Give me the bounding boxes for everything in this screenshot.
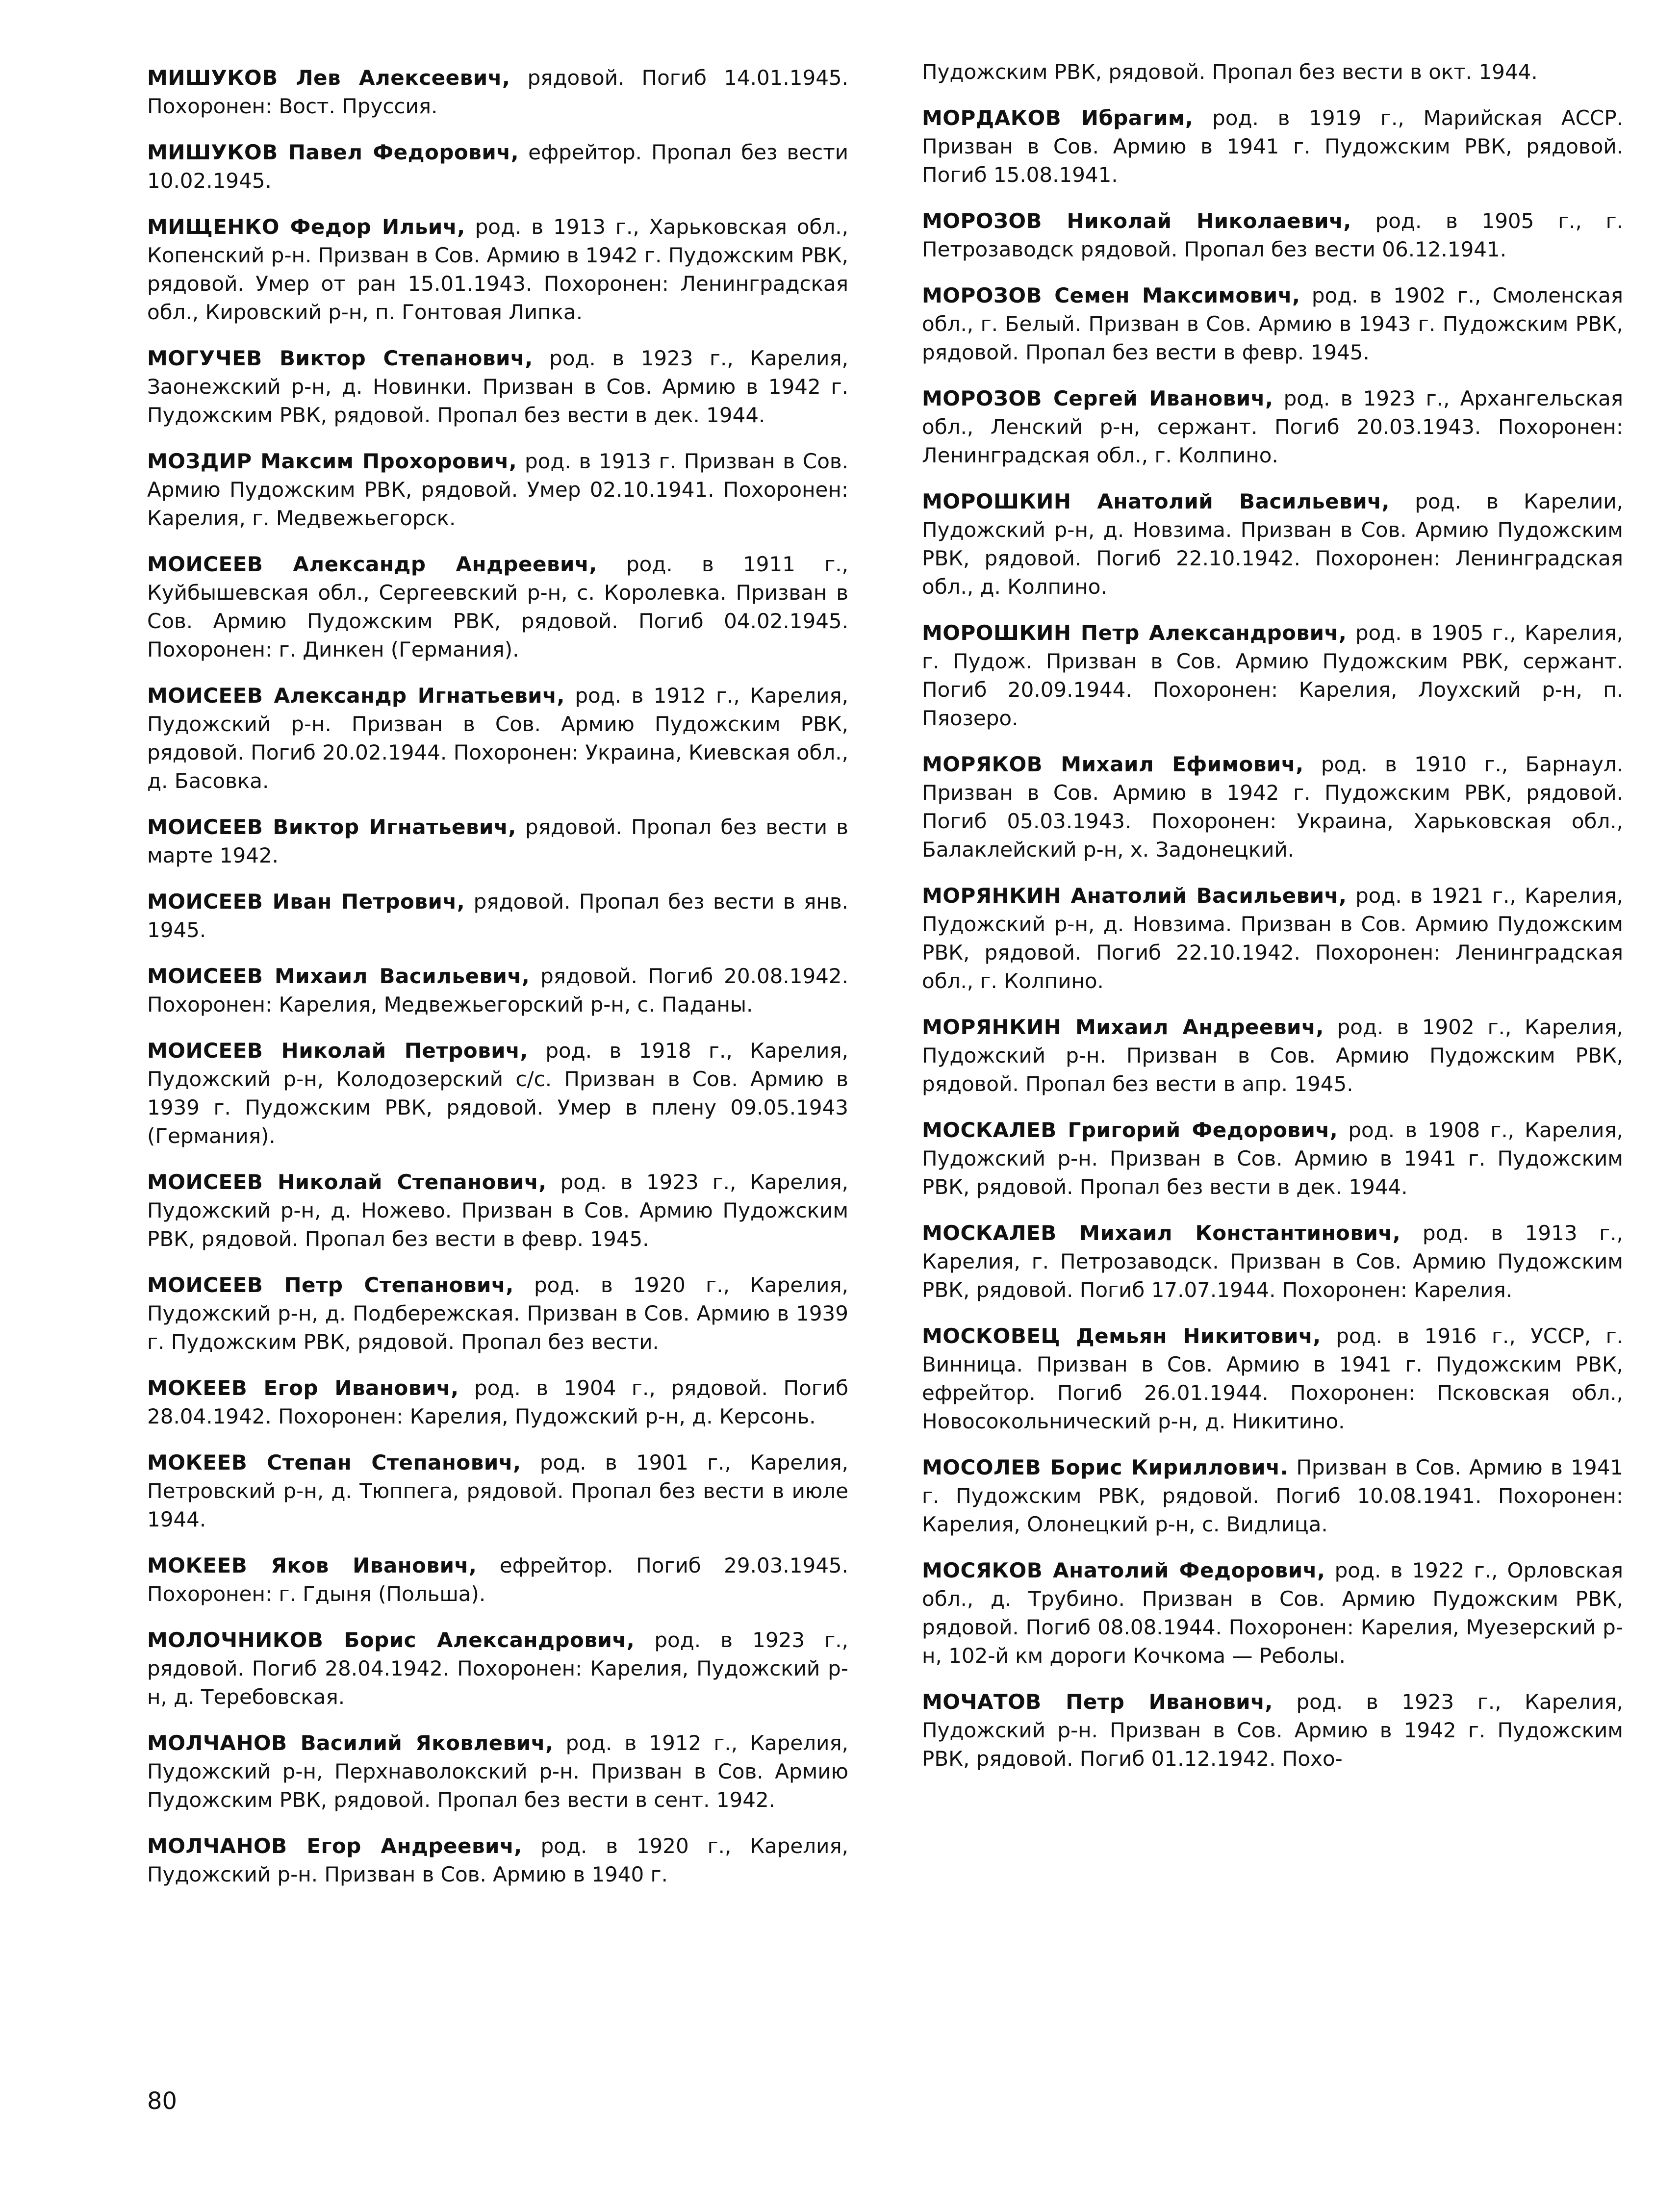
list-item bbox=[147, 1374, 848, 1431]
list-item bbox=[147, 1626, 848, 1711]
list-item bbox=[922, 487, 1623, 601]
person-details: род. в 1902 г., Карелия, Пудожский р-н. Призван в Сов. Армию Пудожским РВК, рядовой. Пропал без вести в апр. 1945. bbox=[922, 1015, 1623, 1096]
person-name: МИШУКОВ Павел Федорович, bbox=[147, 140, 519, 164]
list-item bbox=[922, 1322, 1623, 1436]
person-name: МОРЯНКИН Анатолий Васильевич, bbox=[922, 884, 1347, 908]
list-item bbox=[147, 1037, 848, 1150]
person-details: род. в 1923 г., Карелия, Пудожский р-н, д. Ножево. Призван в Сов. Армию Пудожским РВК, рядовой. Пропал без вести в февр. 1945. bbox=[147, 1170, 849, 1251]
person-details: Призван в Сов. Армию в 1941 г. Пудожским РВК, рядовой. Погиб 10.08.1941. Похоронен: Карелия, Олонецкий р-н, с. Видлица. bbox=[922, 1455, 1624, 1536]
person-name: МОРОЗОВ Семен Максимович, bbox=[922, 283, 1300, 307]
person-name: МОСКОВЕЦ Демьян Никитович, bbox=[922, 1324, 1321, 1348]
person-details: род. в 1910 г., Барнаул. Призван в Сов. Армию в 1942 г. Пудожским РВК, рядовой. Погиб 05.03.1943. Похоронен: Украина, Харьковская обл., Балаклейский р-н, х. Задонецкий. bbox=[922, 752, 1623, 862]
list-item bbox=[147, 1729, 848, 1814]
person-name: МОКЕЕВ Егор Иванович, bbox=[147, 1376, 459, 1400]
list-item bbox=[922, 882, 1623, 995]
person-details: род. в 1905 г., г. Петрозаводск рядовой. Пропал без вести 06.12.1941. bbox=[922, 209, 1623, 261]
person-details: Пудожским РВК, рядовой. Пропал без вести в окт. 1944. bbox=[922, 60, 1538, 84]
person-details: рядовой. Погиб 20.08.1942. Похоронен: Карелия, Медвежьегорский р-н, с. Паданы. bbox=[147, 964, 848, 1017]
person-details: род. в 1923 г., Карелия, Пудожский р-н. Призван в Сов. Армию в 1942 г. Пудожским РВК, рядовой. Погиб 01.12.1942. Похо- bbox=[922, 1690, 1623, 1771]
person-name: МОИСЕЕВ Николай Петрович, bbox=[147, 1039, 528, 1063]
list-item bbox=[147, 682, 848, 795]
list-item bbox=[922, 1013, 1623, 1098]
list-item bbox=[147, 550, 848, 664]
person-details: ефрейтор. Погиб 29.03.1945. Похоронен: г. Гдыня (Польша). bbox=[147, 1553, 848, 1606]
person-name: МОСКАЛЕВ Михаил Константинович, bbox=[922, 1221, 1401, 1245]
person-details: род. в 1923 г., рядовой. Погиб 28.04.1942. Похоронен: Карелия, Пудожский р-н, д. Теребовская. bbox=[147, 1628, 848, 1709]
person-details: род. в 1912 г., Карелия, Пудожский р-н, Перхнаволокский р-н. Призван в Сов. Армию Пудожским РВК, рядовой. Пропал без вести в сент. 1942. bbox=[147, 1731, 849, 1812]
list-item bbox=[922, 1556, 1623, 1670]
list-item bbox=[147, 962, 848, 1019]
page-number: 80 bbox=[147, 2087, 178, 2115]
list-item bbox=[922, 384, 1623, 470]
person-details: род. в 1919 г., Марийская АССР. Призван в Сов. Армию в 1941 г. Пудожским РВК, рядовой. Погиб 15.08.1941. bbox=[922, 106, 1623, 187]
list-item bbox=[922, 750, 1623, 864]
person-details: род. в 1918 г., Карелия, Пудожский р-н, Колодозерский с/с. Призван в Сов. Армию в 1939 г. Пудожским РВК, рядовой. Умер в плену 09.05.1943 (Германия). bbox=[147, 1039, 848, 1148]
person-details: род. в 1908 г., Карелия, Пудожский р-н. Призван в Сов. Армию в 1941 г. Пудожским РВК, рядовой. Пропал без вести в дек. 1944. bbox=[922, 1118, 1623, 1199]
person-name: МОСКАЛЕВ Григорий Федорович, bbox=[922, 1118, 1338, 1142]
person-name: МОРОШКИН Петр Александрович, bbox=[922, 621, 1347, 645]
person-details: род. в 1913 г., Карелия, г. Петрозаводск. Призван в Сов. Армию Пудожским РВК, рядовой. Погиб 17.07.1944. Похоронен: Карелия. bbox=[922, 1221, 1623, 1302]
person-name: МОИСЕЕВ Петр Степанович, bbox=[147, 1273, 514, 1297]
person-details: рядовой. Погиб 14.01.1945. Похоронен: Вост. Пруссия. bbox=[147, 66, 848, 118]
list-item bbox=[922, 619, 1623, 733]
list-item bbox=[147, 1271, 848, 1356]
list-item bbox=[147, 138, 848, 195]
right-column bbox=[922, 58, 1623, 1791]
person-name: МОРОЗОВ Николай Николаевич, bbox=[922, 209, 1351, 233]
person-name: МОРЯКОВ Михаил Ефимович, bbox=[922, 752, 1304, 776]
list-item bbox=[922, 207, 1623, 264]
left-column bbox=[147, 64, 848, 1907]
person-details: род. в 1916 г., УССР, г. Винница. Призван в Сов. Армию в 1941 г. Пудожским РВК, ефрейтор. Погиб 26.01.1944. Похоронен: Псковская обл., Новосокольнический р-н, д. Никитино. bbox=[922, 1324, 1623, 1433]
list-item bbox=[147, 1551, 848, 1608]
person-name: МОИСЕЕВ Иван Петрович, bbox=[147, 890, 465, 914]
list-item bbox=[147, 1449, 848, 1534]
person-name: МОЛОЧНИКОВ Борис Александрович, bbox=[147, 1628, 635, 1652]
person-name: МОИСЕЕВ Александр Игнатьевич, bbox=[147, 684, 565, 708]
person-name: МОРОШКИН Анатолий Васильевич, bbox=[922, 489, 1390, 513]
person-name: МИШУКОВ Лев Алексеевич, bbox=[147, 66, 510, 90]
person-name: МОИСЕЕВ Михаил Васильевич, bbox=[147, 964, 530, 988]
person-details: род. в 1920 г., Карелия, Пудожский р-н. Призван в Сов. Армию в 1940 г. bbox=[147, 1834, 848, 1886]
list-item bbox=[147, 813, 848, 870]
person-name: МОЧАТОВ Петр Иванович, bbox=[922, 1690, 1273, 1714]
person-name: МОРОЗОВ Сергей Иванович, bbox=[922, 386, 1273, 410]
person-details: род. в 1920 г., Карелия, Пудожский р-н, д. Подберeжская. Призван в Сов. Армию в 1939 г. Пудожским РВК, рядовой. Пропал без вести. bbox=[147, 1273, 849, 1354]
list-item bbox=[147, 447, 848, 533]
person-name: МОЛЧАНОВ Егор Андреевич, bbox=[147, 1834, 522, 1858]
person-name: МОИСЕЕВ Николай Степанович, bbox=[147, 1170, 547, 1194]
list-item bbox=[147, 64, 848, 121]
list-item bbox=[147, 1168, 848, 1253]
person-details: род. в 1923 г., Архангельская обл., Ленский р-н, сержант. Погиб 20.03.1943. Похоронен: Ленинградская обл., г. Колпино. bbox=[922, 386, 1623, 467]
person-name: МОКЕЕВ Степан Степанович, bbox=[147, 1450, 521, 1475]
person-details: род. в 1901 г., Карелия, Петровский р-н, д. Тюппега, рядовой. Пропал без вести в июле 1944. bbox=[147, 1450, 848, 1531]
person-details: род. в 1902 г., Смоленская обл., г. Белый. Призван в Сов. Армию в 1943 г. Пудожским РВК, рядовой. Пропал без вести в февр. 1945. bbox=[922, 283, 1623, 364]
person-details: род. в 1921 г., Карелия, Пудожский р-н, д. Новзима. Призван в Сов. Армию Пудожским РВК, рядовой. Погиб 22.10.1942. Похоронен: Ленинградская обл., г. Колпино. bbox=[922, 884, 1624, 993]
person-name: МОИСЕЕВ Виктор Игнатьевич, bbox=[147, 815, 516, 839]
list-item bbox=[922, 1453, 1623, 1539]
person-details: рядовой. Пропал без вести в янв. 1945. bbox=[147, 890, 848, 942]
person-name: МОРЯНКИН Михаил Андреевич, bbox=[922, 1015, 1324, 1039]
list-item bbox=[147, 213, 848, 327]
person-details: род. в Карелии, Пудожский р-н, д. Новзима. Призван в Сов. Армию Пудожским РВК, рядовой. Погиб 22.10.1942. Похоронен: Ленинградская обл., д. Колпино. bbox=[922, 489, 1623, 599]
list-item bbox=[922, 1219, 1623, 1304]
person-details: ефрейтор. Пропал без вести 10.02.1945. bbox=[147, 140, 848, 193]
list-item bbox=[147, 1832, 848, 1889]
list-item bbox=[147, 344, 848, 430]
list-item bbox=[922, 1116, 1623, 1201]
person-details: рядовой. Пропал без вести в марте 1942. bbox=[147, 815, 848, 867]
person-name: МОЗДИР Максим Прохорович, bbox=[147, 449, 517, 473]
person-details: род. в 1913 г. Призван в Сов. Армию Пудожским РВК, рядовой. Умер 02.10.1941. Похоронен: Карелия, г. Медвежьегорск. bbox=[147, 449, 848, 530]
list-item bbox=[147, 888, 848, 944]
person-name: МОЛЧАНОВ Василий Яковлевич, bbox=[147, 1731, 554, 1755]
person-details: род. в 1922 г., Орловская обл., д. Трубино. Призван в Сов. Армию Пудожским РВК, рядовой. Погиб 08.08.1944. Похоронен: Карелия, Муезерский р-н, 102-й км дороги Кочкома — Реболы. bbox=[922, 1558, 1623, 1668]
list-item bbox=[922, 1688, 1623, 1773]
person-name: МОСОЛЕВ Борис Кириллович. bbox=[922, 1455, 1288, 1479]
person-details: род. в 1923 г., Карелия, Заонежский р-н, д. Новинки. Призван в Сов. Армию в 1942 г. Пудожским РВК, рядовой. Пропал без вести в дек. 1944. bbox=[147, 346, 849, 427]
person-name: МОГУЧЕВ Виктор Степанович, bbox=[147, 346, 533, 370]
person-name: МОКЕЕВ Яков Иванович, bbox=[147, 1553, 477, 1577]
list-item bbox=[922, 104, 1623, 189]
person-details: род. в 1911 г., Куйбышевская обл., Сергеевский р-н, с. Королевка. Призван в Сов. Армию Пудожским РВК, рядовой. Погиб 04.02.1945. Похоронен: г. Динкен (Германия). bbox=[147, 552, 848, 661]
list-item bbox=[922, 58, 1623, 86]
person-details: род. в 1905 г., Карелия, г. Пудож. Призван в Сов. Армию Пудожским РВК, сержант. Погиб 20.09.1944. Похоронен: Карелия, Лоухский р-н, п. Пяозеро. bbox=[922, 621, 1624, 730]
person-details: род. в 1913 г., Харьковская обл., Копенский р-н. Призван в Сов. Армию в 1942 г. Пудожским РВК, рядовой. Умер от ран 15.01.1943. Похоронен: Ленинградская обл., Кировский р-н, п. Гонтовая Липка. bbox=[147, 215, 848, 324]
list-item bbox=[922, 281, 1623, 367]
person-name: МОИСЕЕВ Александр Андреевич, bbox=[147, 552, 597, 576]
person-details: род. в 1912 г., Карелия, Пудожский р-н. Призван в Сов. Армию Пудожским РВК, рядовой. Погиб 20.02.1944. Похоронен: Украина, Киевская обл., д. Басовка. bbox=[147, 684, 849, 793]
person-name: МИЩЕНКО Федор Ильич, bbox=[147, 215, 465, 239]
person-name: МОСЯКОВ Анатолий Федорович, bbox=[922, 1558, 1325, 1582]
person-details: род. в 1904 г., рядовой. Погиб 28.04.1942. Похоронен: Карелия, Пудожский р-н, д. Керсонь. bbox=[147, 1376, 848, 1428]
person-name: МОРДАКОВ Ибрагим, bbox=[922, 106, 1194, 130]
